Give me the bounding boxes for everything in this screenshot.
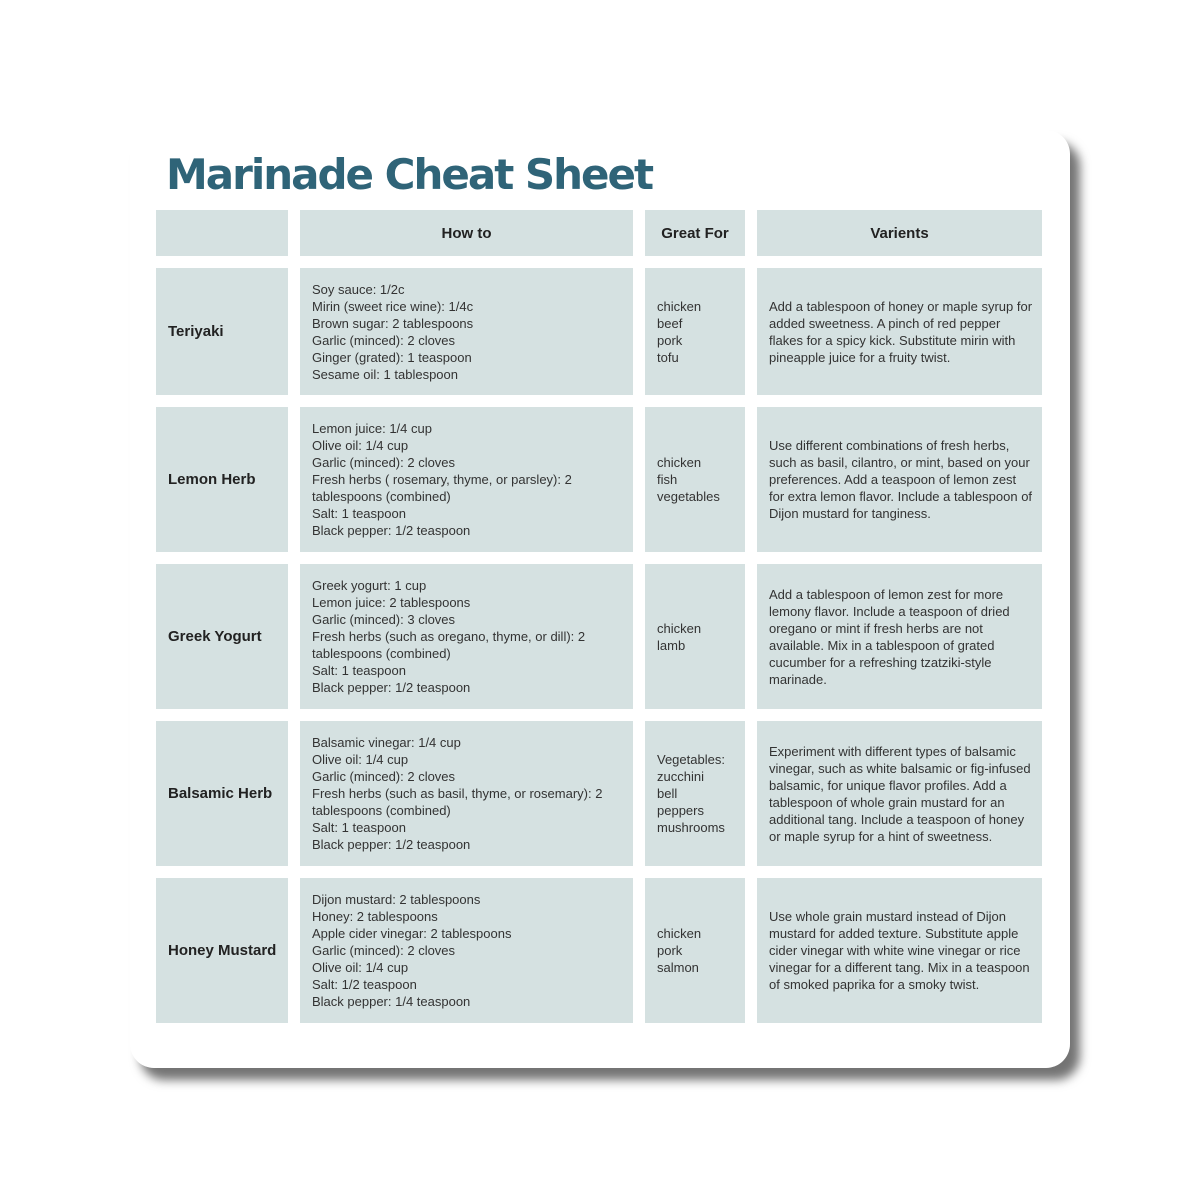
variants-text: Add a tablespoon of lemon zest for more lemony flavor. Include a teaspoon of dried oregano or mint if fresh herbs are not available. Mix in a tablespoon of grated cucumber for a refreshing tzatziki-style marinade.	[769, 586, 1010, 687]
ingredient-line: Black pepper: 1/2 teaspoon	[312, 837, 471, 852]
great-for-item: pork	[657, 943, 683, 958]
ingredient-line: Balsamic vinegar: 1/4 cup	[312, 735, 461, 750]
header-how-to: How to	[300, 210, 633, 256]
ingredient-line: Garlic (minced): 3 cloves	[312, 612, 456, 627]
header-great-for: Great For	[645, 210, 745, 256]
great-for-cell	[645, 878, 745, 1023]
header-variants: Varients	[757, 210, 1042, 256]
ingredient-line: Black pepper: 1/2 teaspoon	[312, 523, 471, 538]
variants-text: Use whole grain mustard instead of Dijon mustard for added texture. Substitute apple cider vinegar with white wine vinegar or rice vinegar for a different tang. Mix in a teaspoon of smoked paprika for a smoky twist.	[769, 909, 1030, 992]
ingredient-line: Greek yogurt: 1 cup	[312, 578, 427, 593]
great-for-item: zucchini	[657, 769, 704, 784]
marinade-name: Teriyaki	[156, 268, 288, 395]
great-for-item: pork	[657, 332, 683, 348]
marinade-name: Balsamic Herb	[156, 721, 288, 866]
how-to-cell	[300, 564, 633, 709]
variants-cell	[757, 564, 1042, 709]
ingredient-line: Fresh herbs ( rosemary, thyme, or parsley): 2 tablespoons (combined)	[312, 472, 572, 504]
ingredient-line: Soy sauce: 1/2c	[312, 281, 405, 297]
variants-text: Add a tablespoon of honey or maple syrup for added sweetness. A pinch of red pepper flakes for a spicy kick. Substitute mirin with pineapple juice for a fruity twist.	[769, 298, 1033, 365]
great-for-item: beef	[657, 315, 683, 331]
variants-cell	[757, 878, 1042, 1023]
ingredient-line: Honey: 2 tablespoons	[312, 909, 438, 924]
how-to-cell	[300, 878, 633, 1023]
variants-cell	[757, 721, 1042, 866]
ingredient-line: Lemon juice: 2 tablespoons	[312, 595, 471, 610]
ingredient-line: Fresh herbs (such as basil, thyme, or rosemary): 2 tablespoons (combined)	[312, 786, 603, 818]
great-for-cell	[645, 564, 745, 709]
ingredient-line: Salt: 1 teaspoon	[312, 506, 406, 521]
great-for-item: bell	[657, 786, 678, 801]
great-for-item: chicken	[657, 926, 702, 941]
great-for-item: peppers	[657, 803, 704, 818]
how-to-cell	[300, 721, 633, 866]
ingredient-line: Mirin (sweet rice wine): 1/4c	[312, 298, 474, 314]
great-for-cell	[645, 721, 745, 866]
ingredient-line: Ginger (grated): 1 teaspoon	[312, 349, 472, 365]
marinade-name: Lemon Herb	[156, 407, 288, 552]
ingredient-line: Brown sugar: 2 tablespoons	[312, 315, 474, 331]
ingredient-line: Garlic (minced): 2 cloves	[312, 943, 456, 958]
ingredient-line: Fresh herbs (such as oregano, thyme, or dill): 2 tablespoons (combined)	[312, 629, 586, 661]
ingredient-line: Garlic (minced): 2 cloves	[312, 455, 456, 470]
cheat-sheet-card	[130, 130, 1070, 1068]
great-for-item: lamb	[657, 637, 686, 653]
ingredient-line: Olive oil: 1/4 cup	[312, 752, 409, 767]
how-to-cell	[300, 407, 633, 552]
great-for-item: salmon	[657, 960, 699, 975]
great-for-item: vegetables	[657, 489, 720, 504]
variants-cell	[757, 407, 1042, 552]
great-for-item: Vegetables:	[657, 752, 725, 767]
ingredient-line: Salt: 1 teaspoon	[312, 663, 406, 678]
ingredient-line: Olive oil: 1/4 cup	[312, 960, 409, 975]
great-for-cell	[645, 407, 745, 552]
ingredient-line: Apple cider vinegar: 2 tablespoons	[312, 926, 512, 941]
variants-cell	[757, 268, 1042, 395]
great-for-item: tofu	[657, 349, 679, 365]
ingredient-line: Olive oil: 1/4 cup	[312, 438, 409, 453]
ingredient-line: Lemon juice: 1/4 cup	[312, 421, 432, 436]
great-for-item: mushrooms	[657, 820, 725, 835]
great-for-cell	[645, 268, 745, 395]
marinade-name: Greek Yogurt	[156, 564, 288, 709]
great-for-item: chicken	[657, 620, 702, 636]
ingredient-line: Garlic (minced): 2 cloves	[312, 769, 456, 784]
great-for-item: chicken	[657, 298, 702, 314]
ingredient-line: Garlic (minced): 2 cloves	[312, 332, 456, 348]
ingredient-line: Black pepper: 1/4 teaspoon	[312, 994, 471, 1009]
how-to-cell	[300, 268, 633, 395]
ingredient-line: Black pepper: 1/2 teaspoon	[312, 680, 471, 695]
great-for-item: chicken	[657, 455, 702, 470]
header-blank-cell	[156, 210, 288, 256]
ingredient-line: Dijon mustard: 2 tablespoons	[312, 892, 481, 907]
ingredient-line: Sesame oil: 1 tablespoon	[312, 366, 458, 382]
ingredient-line: Salt: 1/2 teaspoon	[312, 977, 417, 992]
variants-text: Use different combinations of fresh herbs, such as basil, cilantro, or mint, based on your preferences. Add a teaspoon of lemon zest for extra lemon flavor. Include a tablespoon of Dijon mustard for tanginess.	[769, 438, 1033, 521]
great-for-item: fish	[657, 472, 678, 487]
page-title: Marinade Cheat Sheet	[166, 150, 653, 199]
ingredient-line: Salt: 1 teaspoon	[312, 820, 406, 835]
marinade-name: Honey Mustard	[156, 878, 288, 1023]
variants-text: Experiment with different types of balsamic vinegar, such as white balsamic or fig-infused balsamic, for unique flavor profiles. Add a tablespoon of whole grain mustard for an additional tang. Include a teaspoon of honey or maple syrup for a hint of sweetness.	[769, 743, 1031, 844]
